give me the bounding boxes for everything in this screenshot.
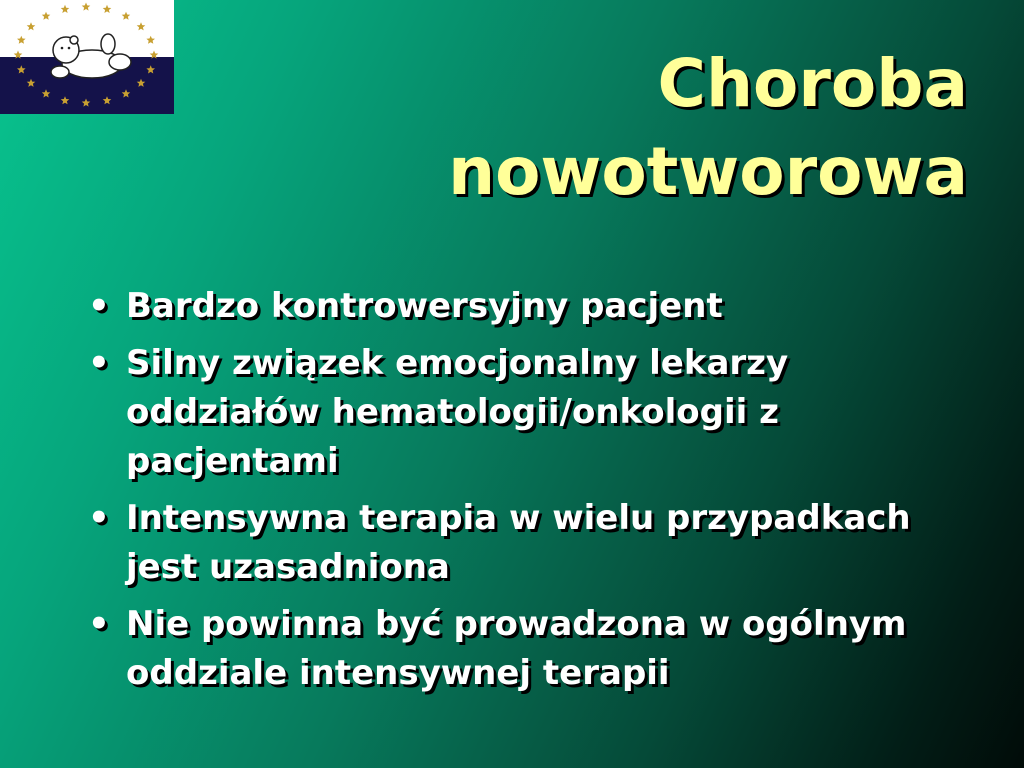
slide-title [268, 40, 968, 216]
slide-title-line-2: nowotworowa [448, 133, 968, 210]
bullet-text: Silny związek emocjonalny lekarzy oddziałów hematologii/onkologii z pacjentami [126, 343, 789, 481]
bullet-list [84, 282, 914, 706]
slide-title-line-1: Choroba [657, 45, 968, 122]
bullet-item [84, 282, 914, 331]
bullet-text: Nie powinna być prowadzona w ogólnym oddziale intensywnej terapii [126, 604, 907, 693]
bullet-text: Intensywna terapia w wielu przypadkach jest uzasadniona [126, 498, 911, 587]
baby-with-stars-logo-icon [0, 0, 174, 114]
bullet-icon: • [88, 343, 110, 383]
bullet-icon: • [88, 286, 110, 326]
bullet-icon: • [88, 498, 110, 538]
bullet-icon: • [88, 604, 110, 644]
bullet-text: Bardzo kontrowersyjny pacjent [126, 286, 723, 326]
bullet-item [84, 600, 914, 698]
bullet-item [84, 494, 914, 592]
bullet-item [84, 339, 914, 486]
logo [0, 0, 174, 114]
